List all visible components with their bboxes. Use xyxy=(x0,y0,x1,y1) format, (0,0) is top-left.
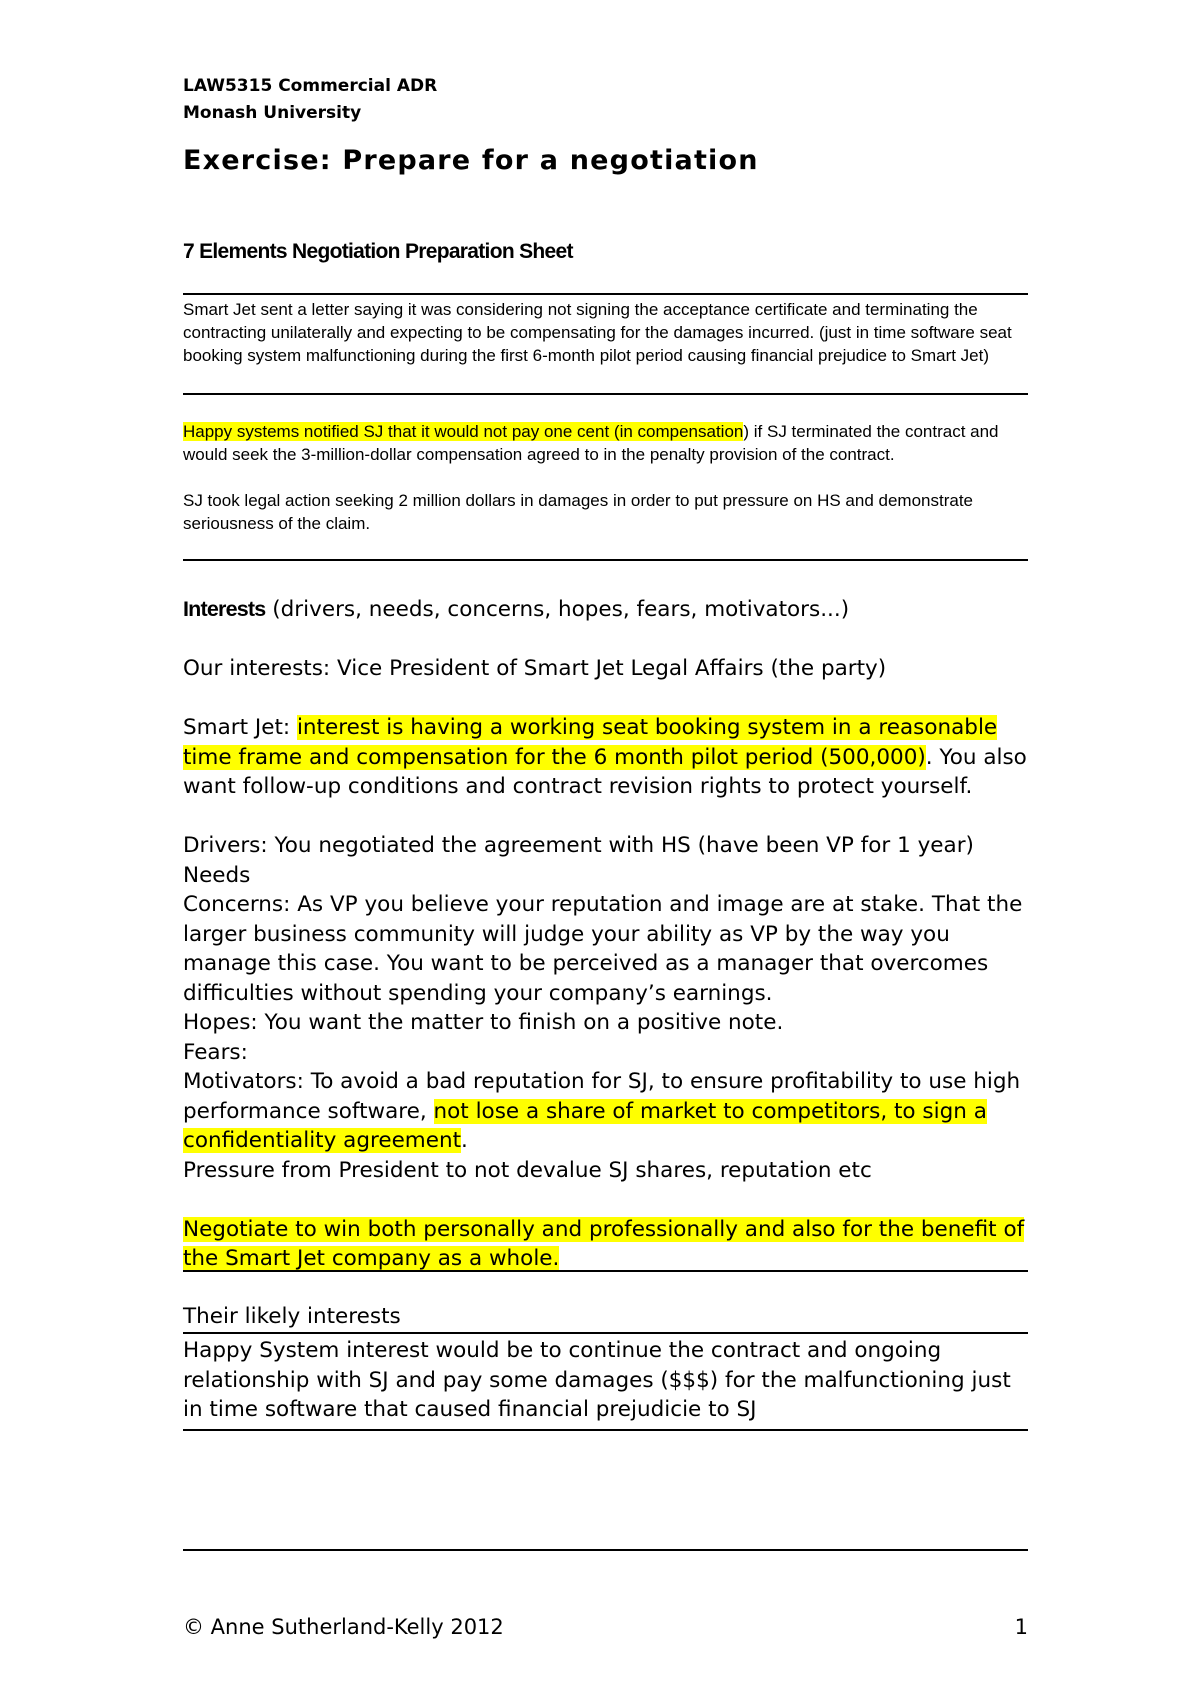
needs: Needs xyxy=(183,862,251,888)
concerns: Concerns: As VP you believe your reputation and image are at stake. That the larger business community will judge your ability as VP by the way you manage this case. You want to be perceived as a manager that overcomes difficulties without spending your company’s earnings. xyxy=(183,892,1023,1006)
their-interests-heading: Their likely interests xyxy=(183,1304,401,1329)
our-interests: Our interests: Vice President of Smart Jet Legal Affairs (the party) xyxy=(183,656,887,681)
course-code: LAW5315 Commercial ADR xyxy=(183,76,438,96)
document-page xyxy=(183,0,1028,1698)
divider xyxy=(183,559,1028,561)
interests-heading: Interests (drivers, needs, concerns, hopes, fears, motivators...) xyxy=(183,597,850,622)
divider xyxy=(183,293,1028,295)
copyright: © Anne Sutherland-Kelly 2012 xyxy=(183,1615,504,1639)
pressure: Pressure from President to not devalue SJ shares, reputation etc xyxy=(183,1157,872,1183)
divider xyxy=(183,1429,1028,1431)
interests-section xyxy=(183,595,1028,1274)
fears: Fears: xyxy=(183,1039,248,1065)
sheet-subtitle: 7 Elements Negotiation Preparation Sheet xyxy=(183,240,573,263)
negotiate-goal: Negotiate to win both personally and professionally and also for the benefit of the Smart Jet company as a whole. xyxy=(183,1216,1025,1271)
university-name: Monash University xyxy=(183,103,362,123)
divider xyxy=(183,1270,1028,1272)
hopes: Hopes: You want the matter to finish on a positive note. xyxy=(183,1010,784,1035)
page-number: 1 xyxy=(1014,1615,1028,1639)
highlighted-text: Happy systems notified SJ that it would not pay one cent (in compensation xyxy=(183,422,744,441)
response-box xyxy=(183,420,1023,535)
divider xyxy=(183,1332,1028,1334)
situation-box xyxy=(183,298,1023,367)
divider xyxy=(183,393,1028,395)
page-title: Exercise: Prepare for a negotiation xyxy=(183,145,759,176)
motivators: Motivators: To avoid a bad reputation for SJ, to ensure profitability to use high performance software, not lose a share of market to competitors, to sign a confidentiality agreement. xyxy=(183,1069,1021,1153)
divider xyxy=(183,1549,1028,1551)
their-interests-text: Happy System interest would be to continue the contract and ongoing relationship with SJ and pay some damages ($$$) for the malfunctioning just in time software that caused financial prejudicie to SJ xyxy=(183,1338,1011,1422)
smart-jet-interest: Smart Jet: interest is having a working seat booking system in a reasonable time frame and compensation for the 6 month pilot period (500,000). You also want follow-up conditions and contract revision rights to protect yourself. xyxy=(183,715,1027,799)
situation-text: Smart Jet sent a letter saying it was considering not signing the acceptance certificate and terminating the contracting unilaterally and expecting to be compensating for the damages incurred. (just in time software seat booking system malfunctioning during the first 6-month pilot period causing financial prejudice to Smart Jet) xyxy=(183,300,1012,365)
drivers: Drivers: You negotiated the agreement with HS (have been VP for 1 year) xyxy=(183,833,974,858)
response-paragraph: Happy systems notified SJ that it would not pay one cent (in compensation) if SJ terminated the contract and would seek the 3-million-dollar compensation agreed to in the penalty provision of the contract. xyxy=(183,422,999,464)
legal-action-paragraph: SJ took legal action seeking 2 million dollars in damages in order to put pressure on HS and demonstrate seriousness of the claim. xyxy=(183,491,973,533)
